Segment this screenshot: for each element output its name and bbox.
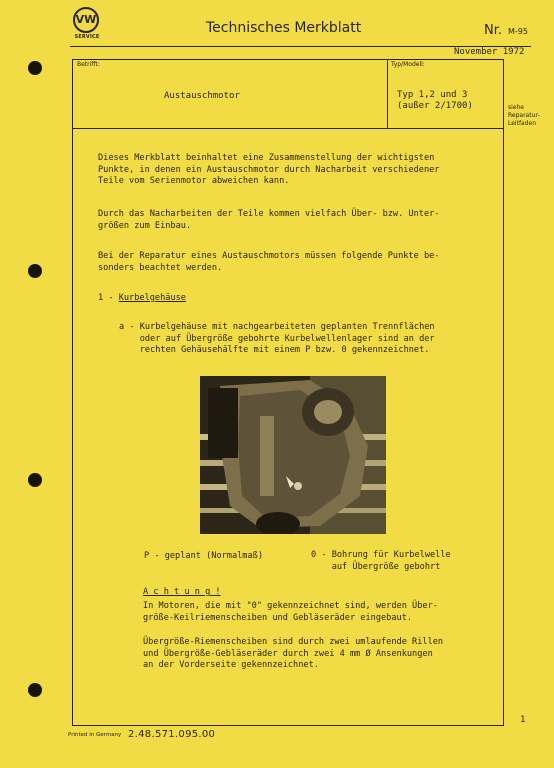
- vw-service-logo: VW SERVICE: [73, 7, 101, 43]
- typ-line: Typ 1,2 und 3: [397, 90, 468, 100]
- paragraph: Durch das Nacharbeiten der Teile kommen vielfach Über- bzw. Unter- größen zum Einbau.: [98, 209, 440, 231]
- punch-hole: [28, 683, 42, 697]
- punch-hole: [28, 61, 42, 75]
- number-value: M-95: [508, 27, 528, 36]
- number-label: Nr.: [484, 23, 503, 38]
- typ-line: (außer 2/1700): [397, 101, 473, 111]
- form-column-divider: [387, 59, 388, 129]
- side-note-line: siehe: [508, 104, 524, 111]
- section-heading: [98, 293, 186, 305]
- paragraph: Bei der Reparatur eines Austauschmotors müssen folgende Punkte be- sonders beachtet werden.: [98, 251, 440, 273]
- side-note-line: Reparatur-: [508, 112, 540, 119]
- punch-hole: [28, 473, 42, 487]
- achtung-heading: A c h t u n g !: [143, 587, 221, 597]
- document-number: 2.48.571.095.00: [128, 729, 216, 740]
- document-title: Technisches Merkblatt: [206, 20, 362, 36]
- printed-in-germany: Printed in Germany: [68, 732, 122, 738]
- subject: Austauschmotor: [164, 91, 240, 101]
- side-note: [508, 104, 540, 128]
- achtung-text: In Motoren, die mit "0" gekennzeichnet sind, werden Über- größe-Keilriemenscheiben und Gebläseräder eingebaut.: [143, 601, 438, 623]
- caption-o: 0 - Bohrung für Kurbelwelle auf Übergröße gebohrt: [311, 550, 451, 572]
- caption-p: P - geplant (Normalmaß): [144, 551, 263, 561]
- page-number: 1: [520, 715, 526, 725]
- typ-label: Typ/Modell:: [391, 61, 425, 68]
- form-divider: [72, 128, 504, 129]
- issue-date: November 1972: [454, 47, 525, 57]
- side-note-line: Leitfaden: [508, 120, 537, 127]
- intro-paragraph: Dieses Merkblatt beinhaltet eine Zusammenstellung der wichtigsten Punkte, in denen ein Austauschmotor durch Nacharbeit verschiedener Teile vom Serienmotor abweichen kann.: [98, 153, 440, 186]
- typ-value: [397, 90, 473, 112]
- item-a: a - Kurbelgehäuse mit nachgearbeiteten geplanten Trennflächen oder auf Übergröße gebohrte Kurbelwellenlager sind an der rechten Gehäusehälfte mit einem P bzw. 0 gekennzeichnet.: [119, 322, 435, 355]
- betrifft-label: Betrifft:: [77, 61, 100, 68]
- section-title: Kurbelgehäuse: [118, 293, 186, 303]
- final-paragraph: Übergröße-Riemenscheiben sind durch zwei umlaufende Rillen und Übergröße-Gebläseräder durch zwei 4 mm Ø Ansenkungen an der Vorderseite gekennzeichnet.: [143, 637, 444, 670]
- crankcase-photo: [200, 376, 386, 534]
- section-number: 1 -: [98, 293, 119, 303]
- punch-hole: [28, 264, 42, 278]
- crankcase-photo-illustration: [200, 376, 386, 534]
